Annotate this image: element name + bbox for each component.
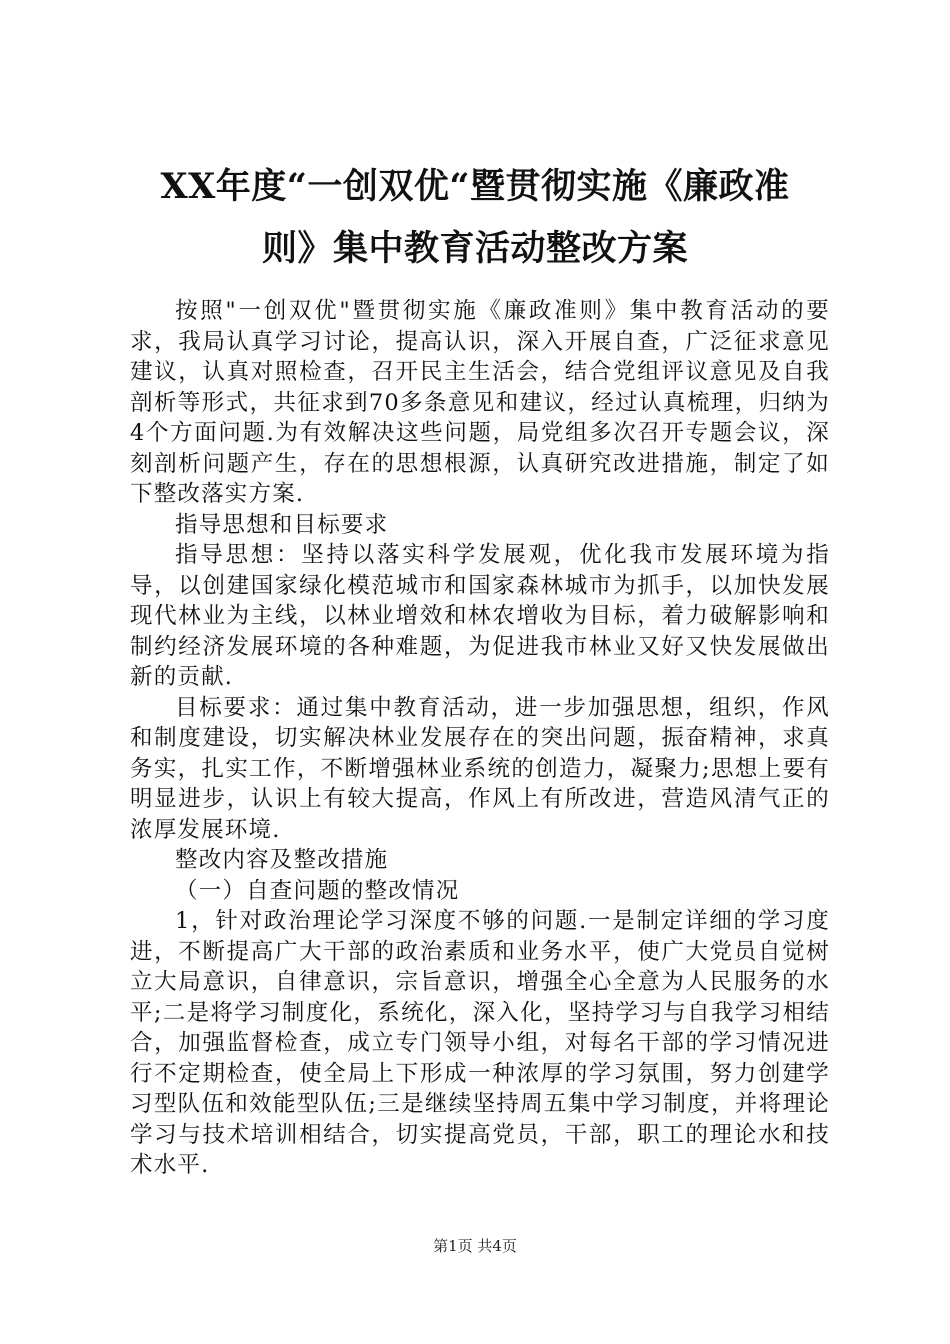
item-1-paragraph: 1，针对政治理论学习深度不够的问题.一是制定详细的学习度进，不断提高广大干部的政治素质和业务水平，使广大党员自觉树立大局意识，自律意识，宗旨意识，增强全心全意为人民服务的水平;二是将学习制度化，系统化，深入化，坚持学习与自我学习相结合，加强监督检查，成立专门领导小组，对每名干部的学习情况进行不定期检查，使全局上下形成一种浓厚的学习氛围，努力创建学习型队伍和效能型队伍;三是继续坚持周五集中学习制度，并将理论学习与技术培训相结合，切实提高党员，干部，职工的理论水和技术水平.	[130, 908, 830, 1178]
section-heading-guiding-ideology: 指导思想和目标要求	[175, 511, 389, 538]
objectives-paragraph: 目标要求：通过集中教育活动，进一步加强思想，组织，作风和制度建设，切实解决林业发展存在的突出问题，振奋精神，求真务实，扎实工作，不断增强林业系统的创造力，凝聚力;思想上要有明显进步，认识上有较大提高，作风上有所改进，营造风清气正的浓厚发展环境.	[130, 694, 830, 843]
guiding-ideology-paragraph: 指导思想：坚持以落实科学发展观，优化我市发展环境为指导，以创建国家绿化模范城市和国家森林城市为抓手，以加快发展现代林业为主线，以林业增效和林农增收为目标，着力破解影响和制约经济发展环境的各种难题，为促进我市林业又好又快发展做出新的贡献.	[130, 542, 830, 690]
document-body	[130, 296, 830, 1181]
intro-paragraph: 按照"一创双优"暨贯彻实施《廉政准则》集中教育活动的要求，我局认真学习讨论，提高认识，深入开展自查，广泛征求意见建议，认真对照检查，召开民主生活会，结合党组评议意见及自我剖析等形式，共征求到70多条意见和建议，经过认真梳理，归纳为4个方面问题.为有效解决这些问题，局党组多次召开专题会议，深刻剖析问题产生，存在的思想根源，认真研究改进措施，制定了如下整改落实方案.	[130, 298, 830, 507]
document-title-line-2: 则》集中教育活动整改方案	[261, 228, 688, 269]
section-heading-rectification: 整改内容及整改措施	[175, 847, 389, 873]
page-number-footer: 第1页 共4页	[433, 1237, 517, 1255]
subsection-heading-self-check: （一）自查问题的整改情况	[175, 877, 460, 904]
document-title-line-1: XX年度“一创双优“暨贯彻实施《廉政准	[160, 166, 790, 207]
